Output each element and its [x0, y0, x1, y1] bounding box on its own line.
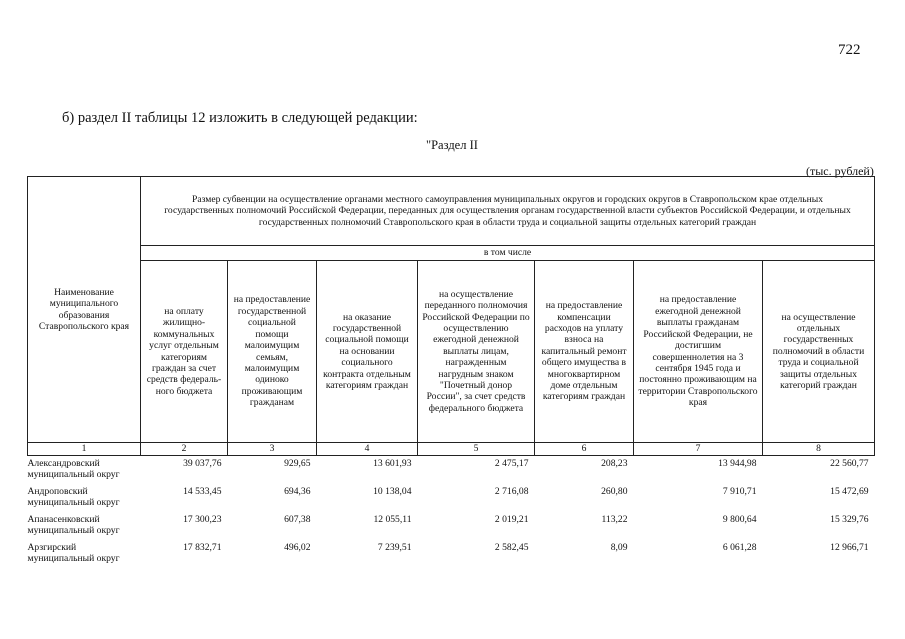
table-cell: 7 239,51 [377, 541, 412, 553]
column-number: 5 [418, 443, 535, 456]
table-cell: 9 800,64 [722, 513, 757, 525]
table-cell: 2 582,45 [494, 541, 529, 553]
table-row [28, 484, 875, 512]
table-cell: 12 966,71 [830, 541, 869, 553]
table-cell: 12 055,11 [373, 513, 412, 525]
column-number: 4 [317, 443, 418, 456]
column-number: 1 [28, 443, 141, 456]
table-cell: 2 716,08 [494, 485, 529, 497]
table-cell: 10 138,04 [373, 485, 412, 497]
table-cell: 14 533,45 [183, 485, 222, 497]
table-cell: 13 601,93 [373, 458, 412, 469]
subsidy-table [27, 176, 875, 568]
units-label: (тыс. рублей) [806, 164, 874, 178]
table-cell: 694,36 [284, 485, 311, 497]
column-header-children-of-war: на предоставление ежегодной денежной выплаты гражданам Российской Федерации, не достигшим совершеннолетия на 3 сентября 1945 года и постоянно проживающим на территории Ставропольского края [634, 261, 763, 443]
municipality-name: Александровский муниципальный округ [27, 458, 120, 481]
table-cell: 113,22 [601, 513, 628, 525]
page-number: 722 [838, 42, 861, 58]
column-header-housing-utilities: на оплату жилищно-коммунальных услуг отдельным категориям граждан за счет средств федераль-ного бюджета [141, 261, 228, 443]
municipality-name: Апанасенковский муниципальный округ [27, 513, 120, 536]
table-cell: 2 019,21 [494, 513, 529, 525]
main-header: Размер субвенции на осуществление органами местного самоуправления муниципальных округов и городских округов в Ставропольском крае отдельных государственных полномочий Российской Федерации, переданных для осуществления органам государственной власти субъектов Российской Федерации, и отдельных государственных полномочий Ставропольского края в области труда и социальной защиты отдельных категорий граждан [141, 177, 875, 246]
column-number: 8 [763, 443, 875, 456]
table-cell: 17 832,71 [183, 541, 222, 553]
table-cell: 15 472,69 [830, 485, 869, 497]
table-cell: 22 560,77 [830, 458, 869, 469]
column-number: 3 [228, 443, 317, 456]
municipality-name: Андроповский муниципальный округ [27, 485, 120, 508]
name-column-header: Наименование муниципального образования Ставропольского края [28, 177, 141, 443]
table-cell: 7 910,71 [722, 485, 757, 497]
column-number: 2 [141, 443, 228, 456]
table-cell: 39 037,76 [183, 458, 222, 469]
table-cell: 8,09 [610, 541, 628, 553]
table-cell: 208,23 [601, 458, 628, 469]
section-title: "Раздел II [426, 138, 478, 152]
column-header-honorary-donor: на осуществление переданного полномочия Российской Федерации по осуществлению ежегодной денежной выплаты лицам, награжденным нагрудным знаком "Почетный донор России", за счет средств федерального бюджета [418, 261, 535, 443]
column-header-low-income-aid: на предоставление государственной социальной помощи малоимущим семьям, малоимущим одиноко проживающим гражданам [228, 261, 317, 443]
table-cell: 496,02 [284, 541, 311, 553]
table-cell: 15 329,76 [830, 513, 869, 525]
column-header-capital-repair: на предоставление компенсации расходов на уплату взноса на капитальный ремонт общего имущества в многоквартирном доме отдельным категориям граждан [535, 261, 634, 443]
table-row [28, 512, 875, 540]
table-cell: 929,65 [284, 458, 311, 469]
table-cell: 2 475,17 [494, 458, 529, 469]
column-header-other-powers: на осуществление отдельных государственных полномочий в области труда и социальной защиты отдельных категорий граждан [763, 261, 875, 443]
including-subheader: в том числе [141, 246, 875, 261]
table-cell: 6 061,28 [722, 541, 757, 553]
table-row [28, 540, 875, 568]
table-cell: 607,38 [284, 513, 311, 525]
table-cell: 260,80 [601, 485, 628, 497]
table-cell: 17 300,23 [183, 513, 222, 525]
column-number: 6 [535, 443, 634, 456]
table-cell: 13 944,98 [718, 458, 757, 469]
municipality-name: Арзгирский муниципальный округ [27, 541, 120, 564]
intro-text: б) раздел II таблицы 12 изложить в следующей редакции: [62, 110, 418, 126]
column-number: 7 [634, 443, 763, 456]
column-header-social-contract: на оказание государственной социальной помощи на основании социального контракта отдельным категориям граждан [317, 261, 418, 443]
table-row [28, 456, 875, 484]
